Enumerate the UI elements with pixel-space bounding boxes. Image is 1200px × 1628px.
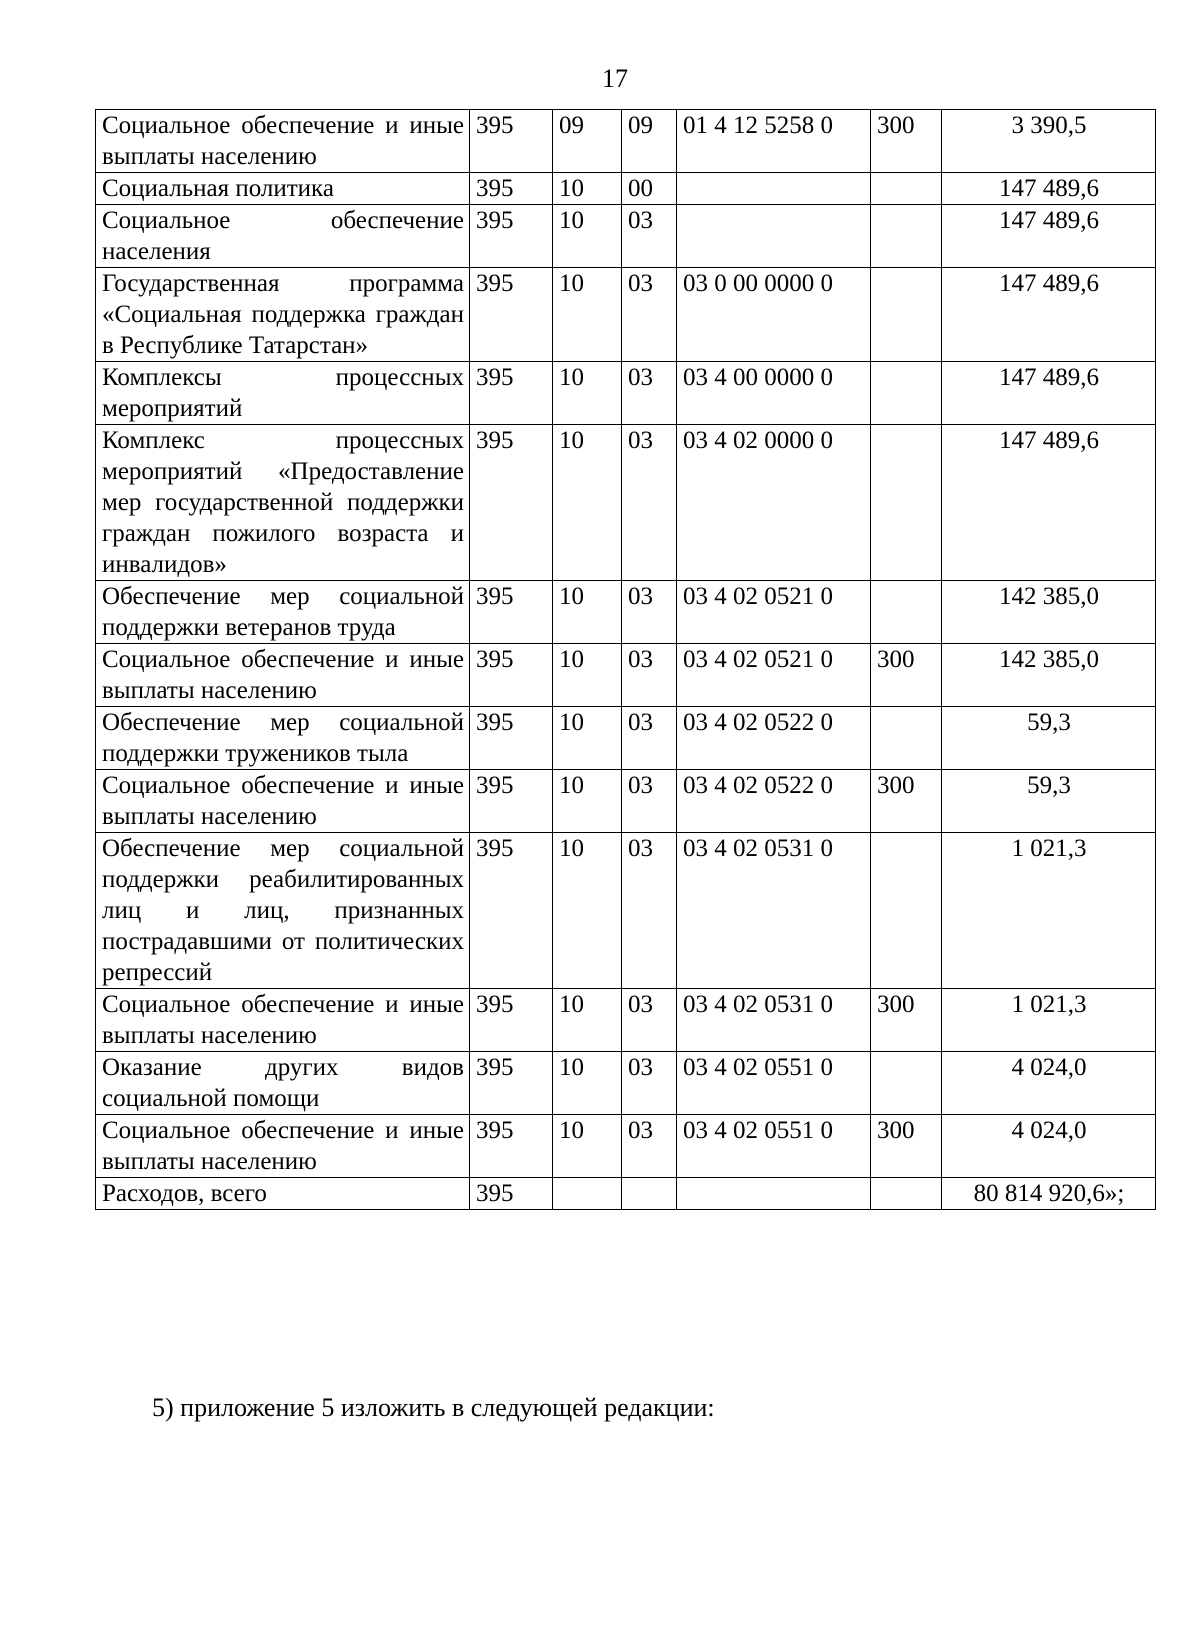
expense-type-cell xyxy=(871,362,942,425)
row-name-cell: Социальное обеспечение и иные выплаты населению xyxy=(96,110,470,173)
amount-cell: 1 021,3 xyxy=(942,989,1156,1052)
target-article-cell: 03 4 02 0521 0 xyxy=(677,581,871,644)
row-name-cell: Расходов, всего xyxy=(96,1178,470,1210)
section-code-cell: 10 xyxy=(553,362,622,425)
expense-type-cell xyxy=(871,833,942,989)
budget-table xyxy=(95,109,1156,1210)
amount-cell: 147 489,6 xyxy=(942,268,1156,362)
admin-code-cell: 395 xyxy=(470,581,553,644)
subsection-code-cell: 03 xyxy=(622,1115,677,1178)
amount-cell: 142 385,0 xyxy=(942,644,1156,707)
amount-cell: 3 390,5 xyxy=(942,110,1156,173)
row-name-cell: Социальное обеспечение и иные выплаты населению xyxy=(96,644,470,707)
subsection-code-cell: 03 xyxy=(622,362,677,425)
table-row xyxy=(96,110,1156,173)
admin-code-cell: 395 xyxy=(470,110,553,173)
table-row xyxy=(96,581,1156,644)
table-row xyxy=(96,770,1156,833)
table-row xyxy=(96,362,1156,425)
expense-type-cell xyxy=(871,268,942,362)
table-row xyxy=(96,707,1156,770)
subsection-code-cell: 03 xyxy=(622,989,677,1052)
expense-type-cell: 300 xyxy=(871,770,942,833)
subsection-code-cell: 09 xyxy=(622,110,677,173)
target-article-cell xyxy=(677,1178,871,1210)
table-row xyxy=(96,1052,1156,1115)
page-number: 17 xyxy=(602,64,628,93)
section-code-cell: 10 xyxy=(553,1115,622,1178)
instruction-text: 5) приложение 5 изложить в следующей редакции: xyxy=(152,1393,715,1422)
admin-code-cell: 395 xyxy=(470,362,553,425)
row-name-cell: Социальная политика xyxy=(96,173,470,205)
amount-cell: 4 024,0 xyxy=(942,1052,1156,1115)
table-row xyxy=(96,173,1156,205)
admin-code-cell: 395 xyxy=(470,770,553,833)
amount-cell: 142 385,0 xyxy=(942,581,1156,644)
admin-code-cell: 395 xyxy=(470,989,553,1052)
row-name-cell: Социальное обеспечение и иные выплаты населению xyxy=(96,989,470,1052)
target-article-cell: 03 4 02 0522 0 xyxy=(677,770,871,833)
amount-cell: 59,3 xyxy=(942,707,1156,770)
section-code-cell: 10 xyxy=(553,173,622,205)
admin-code-cell: 395 xyxy=(470,205,553,268)
expense-type-cell xyxy=(871,425,942,581)
subsection-code-cell: 03 xyxy=(622,770,677,833)
expense-type-cell xyxy=(871,1178,942,1210)
subsection-code-cell: 03 xyxy=(622,268,677,362)
expense-type-cell: 300 xyxy=(871,110,942,173)
subsection-code-cell: 03 xyxy=(622,425,677,581)
table-row xyxy=(96,425,1156,581)
expense-type-cell xyxy=(871,205,942,268)
expense-type-cell xyxy=(871,173,942,205)
budget-table-body xyxy=(96,110,1156,1210)
target-article-cell xyxy=(677,205,871,268)
section-code-cell xyxy=(553,1178,622,1210)
section-code-cell: 09 xyxy=(553,110,622,173)
section-code-cell: 10 xyxy=(553,770,622,833)
target-article-cell: 03 4 00 0000 0 xyxy=(677,362,871,425)
target-article-cell: 03 4 02 0551 0 xyxy=(677,1052,871,1115)
expense-type-cell xyxy=(871,1052,942,1115)
row-name-cell: Оказание других видов социальной помощи xyxy=(96,1052,470,1115)
table-row xyxy=(96,1178,1156,1210)
target-article-cell: 03 0 00 0000 0 xyxy=(677,268,871,362)
admin-code-cell: 395 xyxy=(470,833,553,989)
expense-type-cell xyxy=(871,581,942,644)
subsection-code-cell: 03 xyxy=(622,581,677,644)
subsection-code-cell xyxy=(622,1178,677,1210)
target-article-cell: 03 4 02 0000 0 xyxy=(677,425,871,581)
expense-type-cell xyxy=(871,707,942,770)
subsection-code-cell: 03 xyxy=(622,833,677,989)
table-row xyxy=(96,989,1156,1052)
subsection-code-cell: 03 xyxy=(622,205,677,268)
amount-cell: 80 814 920,6»; xyxy=(942,1178,1156,1210)
row-name-cell: Комплекс процессных мероприятий «Предоставление мер государственной поддержки граждан пожилого возраста и инвалидов» xyxy=(96,425,470,581)
row-name-cell: Обеспечение мер социальной поддержки тружеников тыла xyxy=(96,707,470,770)
amount-cell: 4 024,0 xyxy=(942,1115,1156,1178)
row-name-cell: Обеспечение мер социальной поддержки реабилитированных лиц и лиц, признанных пострадавшими от политических репрессий xyxy=(96,833,470,989)
section-code-cell: 10 xyxy=(553,205,622,268)
subsection-code-cell: 03 xyxy=(622,1052,677,1115)
row-name-cell: Социальное обеспечение населения xyxy=(96,205,470,268)
subsection-code-cell: 00 xyxy=(622,173,677,205)
section-code-cell: 10 xyxy=(553,644,622,707)
row-name-cell: Государственная программа «Социальная поддержка граждан в Республике Татарстан» xyxy=(96,268,470,362)
target-article-cell: 03 4 02 0551 0 xyxy=(677,1115,871,1178)
section-code-cell: 10 xyxy=(553,581,622,644)
admin-code-cell: 395 xyxy=(470,173,553,205)
admin-code-cell: 395 xyxy=(470,1178,553,1210)
target-article-cell: 03 4 02 0521 0 xyxy=(677,644,871,707)
expense-type-cell: 300 xyxy=(871,1115,942,1178)
row-name-cell: Обеспечение мер социальной поддержки ветеранов труда xyxy=(96,581,470,644)
subsection-code-cell: 03 xyxy=(622,644,677,707)
target-article-cell: 03 4 02 0531 0 xyxy=(677,989,871,1052)
amount-cell: 59,3 xyxy=(942,770,1156,833)
target-article-cell: 03 4 02 0522 0 xyxy=(677,707,871,770)
expense-type-cell: 300 xyxy=(871,644,942,707)
admin-code-cell: 395 xyxy=(470,425,553,581)
expense-type-cell: 300 xyxy=(871,989,942,1052)
section-code-cell: 10 xyxy=(553,833,622,989)
admin-code-cell: 395 xyxy=(470,268,553,362)
table-row xyxy=(96,833,1156,989)
row-name-cell: Комплексы процессных мероприятий xyxy=(96,362,470,425)
amount-cell: 1 021,3 xyxy=(942,833,1156,989)
admin-code-cell: 395 xyxy=(470,1052,553,1115)
table-row xyxy=(96,1115,1156,1178)
section-code-cell: 10 xyxy=(553,989,622,1052)
target-article-cell: 01 4 12 5258 0 xyxy=(677,110,871,173)
amount-cell: 147 489,6 xyxy=(942,362,1156,425)
section-code-cell: 10 xyxy=(553,425,622,581)
section-code-cell: 10 xyxy=(553,268,622,362)
section-code-cell: 10 xyxy=(553,707,622,770)
row-name-cell: Социальное обеспечение и иные выплаты населению xyxy=(96,1115,470,1178)
amount-cell: 147 489,6 xyxy=(942,205,1156,268)
admin-code-cell: 395 xyxy=(470,644,553,707)
amount-cell: 147 489,6 xyxy=(942,173,1156,205)
target-article-cell xyxy=(677,173,871,205)
subsection-code-cell: 03 xyxy=(622,707,677,770)
admin-code-cell: 395 xyxy=(470,707,553,770)
table-row xyxy=(96,268,1156,362)
target-article-cell: 03 4 02 0531 0 xyxy=(677,833,871,989)
amount-cell: 147 489,6 xyxy=(942,425,1156,581)
section-code-cell: 10 xyxy=(553,1052,622,1115)
admin-code-cell: 395 xyxy=(470,1115,553,1178)
table-row xyxy=(96,205,1156,268)
row-name-cell: Социальное обеспечение и иные выплаты населению xyxy=(96,770,470,833)
table-row xyxy=(96,644,1156,707)
